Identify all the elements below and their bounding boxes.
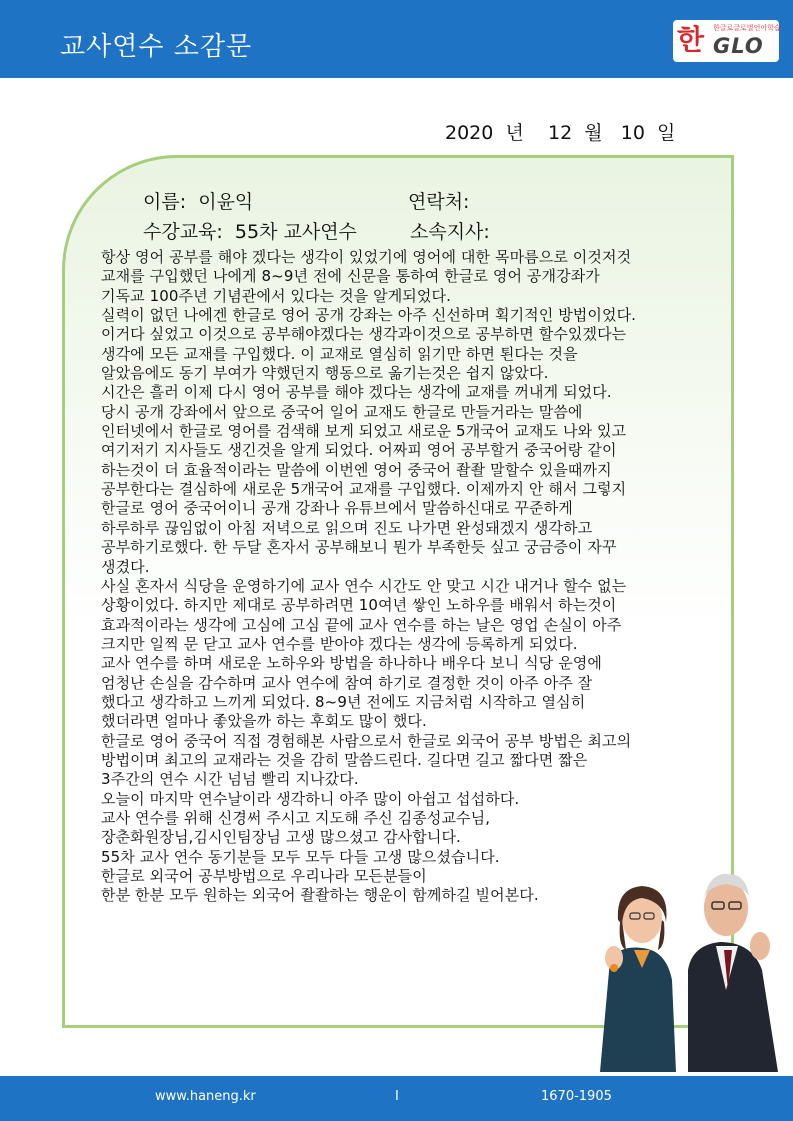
body-line: 효과적이라는 생각에 고심에 고심 끝에 교사 연수를 하는 날은 영업 손실이 아주 bbox=[101, 615, 622, 634]
name-row bbox=[143, 187, 253, 214]
logo-glo-text: GLO bbox=[713, 34, 764, 58]
body-line: 상황이었다. 하지만 제대로 공부하려면 10여년 쌓인 노하우를 배워서 하는것이 bbox=[101, 596, 617, 615]
name-value: 이윤익 bbox=[198, 191, 254, 213]
hanglo-logo bbox=[673, 20, 779, 62]
body-line: 한글로 영어 중국어이니 공개 강좌나 유튜브에서 말씀하신대로 꾸준하게 bbox=[101, 499, 573, 518]
body-line: 기독교 100주년 기념관에서 있다는 것을 알게되었다. bbox=[101, 286, 451, 305]
body-line: 한글로 영어 중국어 직접 경험해본 사람으로서 한글로 외국어 공부 방법은 최고의 bbox=[101, 731, 632, 750]
body-line: 알았음에도 동기 부여가 약했던지 행동으로 옮기는것은 쉽지 않았다. bbox=[101, 364, 549, 383]
instructor-photo bbox=[592, 850, 780, 1072]
body-line: 항상 영어 공부를 해야 겠다는 생각이 있었기에 영어에 대한 목마름으로 이것저것 bbox=[101, 248, 632, 266]
logo-tagline: 한글로글로벌언어학습 bbox=[713, 24, 781, 32]
body-line: 장춘화원장님,김시인팀장님 고생 많으셨고 감사합니다. bbox=[101, 828, 461, 847]
body-line: 공부하기로했다. 한 두달 혼자서 공부해보니 뭔가 부족한듯 싶고 궁금증이 자꾸 bbox=[101, 538, 617, 557]
date-year-unit: 년 bbox=[505, 122, 524, 144]
body-line: 생각에 모든 교재를 구입했다. 이 교재로 열심히 읽기만 하면 퇸다는 것을 bbox=[101, 344, 578, 363]
body-line: 3주간의 연수 시간 넘넘 빨리 지나갔다. bbox=[101, 770, 359, 789]
page-footer bbox=[0, 1076, 793, 1121]
course-value: 55차 교사연수 bbox=[234, 221, 357, 243]
page-title: 교사연수 소감문 bbox=[60, 32, 253, 62]
body-line: 이거다 싶었고 이것으로 공부해야겠다는 생각과이것으로 공부하면 할수있겠다는 bbox=[101, 325, 627, 344]
logo-han-mark: 한 bbox=[677, 23, 705, 56]
course-row bbox=[143, 217, 357, 244]
body-line: 여기저기 지사들도 생긴것을 알게 되었다. 어짜피 영어 공부할거 중국어랑 같이 bbox=[101, 441, 617, 460]
contact-label: 연락처: bbox=[408, 191, 470, 213]
date-line bbox=[445, 118, 675, 145]
body-line: 시간은 흘러 이제 다시 영어 공부를 해야 겠다는 생각에 교재를 꺼내게 되었다. bbox=[101, 383, 612, 402]
body-line: 한분 한분 모두 원하는 외국어 좔좔하는 행운이 함께하길 빌어본다. bbox=[101, 886, 539, 905]
body-line: 공부한다는 결심하에 새로운 5개국어 교재를 구입했다. 이제까지 안 해서 그렇지 bbox=[101, 480, 627, 499]
date-day: 10 bbox=[620, 122, 645, 144]
name-label: 이름: bbox=[143, 191, 187, 213]
footer-separator: I bbox=[395, 1089, 399, 1104]
body-line: 인터넷에서 한글로 영어를 검색해 보게 되었고 새로운 5개국어 교재도 나와 있고 bbox=[101, 422, 627, 441]
body-line: 교사 연수를 하며 새로운 노하우와 방법을 하나하나 배우다 보니 식당 운영에 bbox=[101, 654, 602, 673]
body-line: 한글로 외국어 공부방법으로 우리나라 모든분들이 bbox=[101, 867, 427, 885]
body-line: 엄청난 손실을 감수하며 교사 연수에 참여 하기로 결정한 것이 아주 아주 잘 bbox=[101, 673, 593, 692]
body-line: 생겼다. bbox=[101, 557, 150, 576]
date-year: 2020 bbox=[445, 122, 494, 144]
body-line: 방법이며 최고의 교재라는 것을 감히 말씀드린다. 길다면 길고 짧다면 짧은 bbox=[101, 750, 588, 769]
body-line: 교사 연수를 위해 신경써 주시고 지도해 주신 김종성교수님, bbox=[101, 808, 491, 827]
page-header bbox=[0, 0, 793, 78]
body-line: 오늘이 마지막 연수날이라 생각하니 아주 많이 아쉽고 섭섭하다. bbox=[101, 789, 520, 808]
body-line: 했다고 생각하고 느끼게 되었다. 8~9년 전에도 지금처럼 시작하고 열심히 bbox=[101, 692, 586, 711]
body-line: 사실 혼자서 식당을 운영하기에 교사 연수 시간도 안 맞고 시간 내거나 할수 없는 bbox=[101, 576, 627, 595]
body-line: 하루하루 끊임없이 아침 저녁으로 읽으며 진도 나가면 완성돼겠지 생각하고 bbox=[101, 518, 593, 537]
body-line: 55차 교사 연수 동기분들 모두 모두 다들 고생 많으셨습니다. bbox=[101, 847, 500, 866]
body-line: 교재를 구입했던 나에게 8~9년 전에 신문을 통하여 한글로 영어 공개강좌가 bbox=[101, 267, 600, 286]
date-day-unit: 일 bbox=[657, 122, 676, 144]
body-line: 하는것이 더 효율적이라는 말씀에 이번엔 영어 중국어 좔좔 말할수 있을때까지 bbox=[101, 460, 612, 479]
branch-label: 소속지사: bbox=[410, 221, 490, 243]
date-month: 12 bbox=[547, 122, 573, 144]
footer-phone: 1670-1905 bbox=[541, 1089, 612, 1104]
date-month-unit: 월 bbox=[584, 122, 603, 144]
body-line: 당시 공개 강좌에서 앞으로 중국어 일어 교재도 한글로 만들거라는 말씀에 bbox=[101, 402, 583, 421]
footer-website: www.haneng.kr bbox=[155, 1089, 256, 1104]
body-line: 실력이 없던 나에겐 한글로 영어 공개 강좌는 아주 신선하며 획기적인 방법이었다. bbox=[101, 306, 637, 325]
testimonial-body bbox=[101, 248, 721, 906]
body-line: 크지만 일찍 문 닫고 교사 연수를 받아야 겠다는 생각에 등록하게 되었다. bbox=[101, 634, 578, 653]
body-line: 했더라면 얼마나 좋았을까 하는 후회도 많이 했다. bbox=[101, 712, 427, 731]
course-label: 수강교육: bbox=[143, 221, 223, 243]
